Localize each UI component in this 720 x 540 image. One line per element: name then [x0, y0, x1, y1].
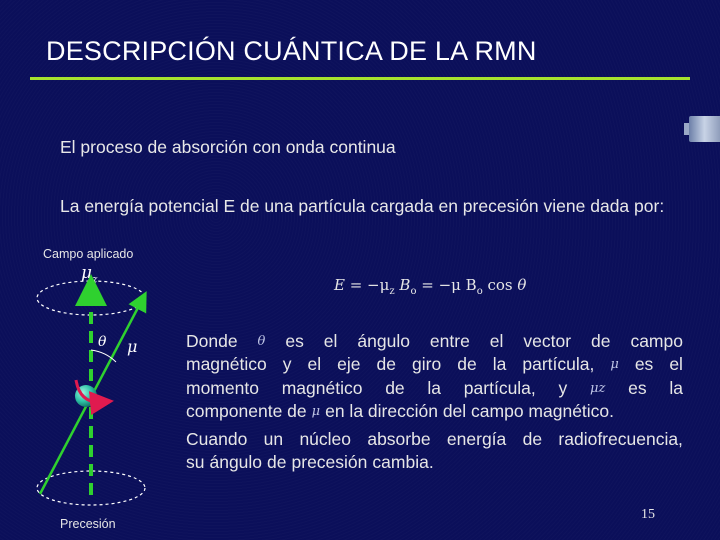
energy-equation: $E = -\mu_z$ $B_o = -\mu$ $B_o$ cos θ — [334, 276, 527, 297]
mu-z-symbol: $\mu_z$ — [81, 263, 98, 286]
desc-line-3: momento magnético de la partícula, y μz es la — [186, 377, 683, 398]
campo-aplicado-label: Campo aplicado — [43, 247, 134, 261]
precesion-label: Precesión — [60, 517, 116, 531]
description-paragraph — [186, 330, 683, 474]
desc-line-1: Donde θ es el ángulo entre el vector de campo — [186, 331, 683, 351]
desc-line-4: componente de μ en la dirección del campo magnético. — [186, 401, 615, 422]
body-line-absorption: El proceso de absorción con onda continua — [60, 137, 396, 157]
page-number: 15 — [641, 507, 655, 522]
slide-title: DESCRIPCIÓN CUÁNTICA DE LA RMN — [46, 36, 537, 66]
theta-symbol: θ — [98, 334, 107, 350]
desc-line-6: su ángulo de precesión cambia. — [186, 452, 434, 473]
desc-line-2: magnético y el eje de giro de la partícula, μ es el — [186, 354, 683, 375]
mu-symbol: μ — [127, 337, 138, 356]
desc-line-5: Cuando un núcleo absorbe energía de radiofrecuencia, — [186, 428, 683, 449]
body-line-energy: La energía potencial E de una partícula cargada en precesión viene dada por: — [60, 196, 665, 216]
